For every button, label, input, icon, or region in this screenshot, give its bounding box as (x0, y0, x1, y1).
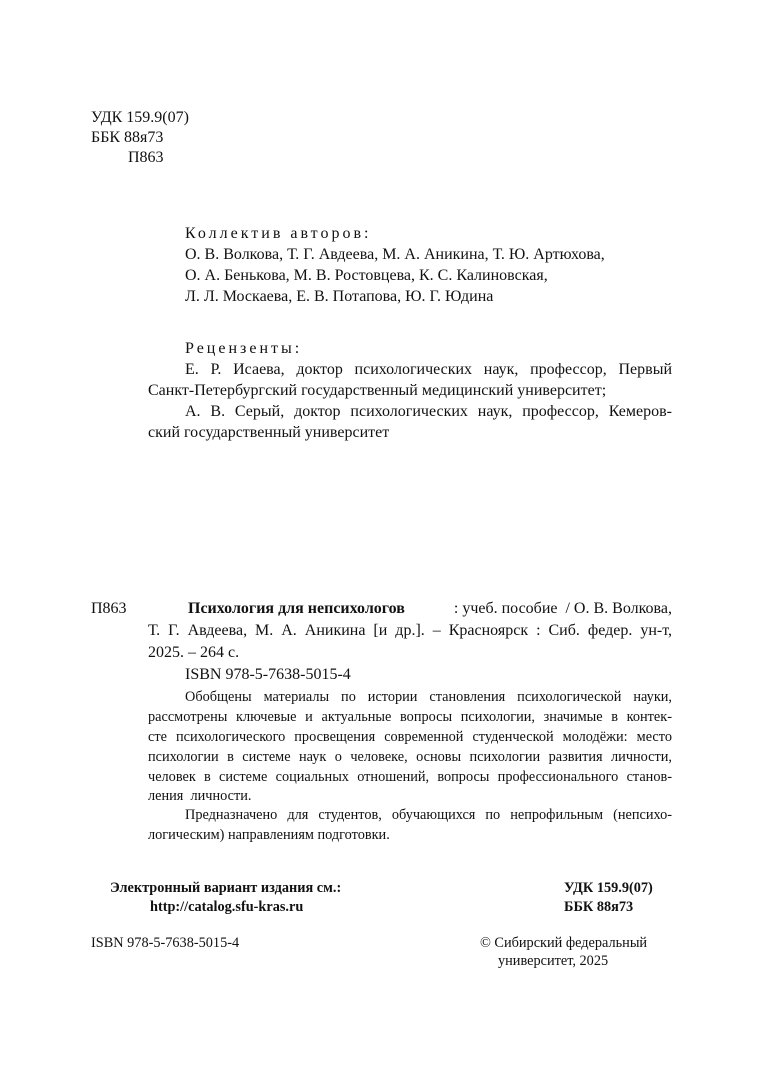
bib-isbn: ISBN 978-5-7638-5015-4 (185, 666, 351, 683)
bbk-code: ББК 88я73 (91, 129, 164, 146)
authors-line: Л. Л. Москаева, Е. В. Потапова, Ю. Г. Юдина (185, 288, 494, 305)
footer-udk: УДК 159.9(07) (564, 880, 653, 896)
footer-isbn: ISBN 978-5-7638-5015-4 (91, 935, 240, 951)
catalog-link[interactable]: http://catalog.sfu-kras.ru (150, 899, 304, 915)
electronic-version-label: Электронный вариант издания см.: (110, 880, 342, 896)
footer-bbk: ББК 88я73 (564, 899, 634, 915)
bib-line-3: 2025. – 264 с. (148, 644, 240, 661)
bib-line-1-rest: : учеб. пособие / О. В. Волкова, (449, 600, 672, 617)
author-mark: П863 (128, 149, 164, 166)
authors-line: О. А. Бенькова, М. В. Ростовцева, К. С. Калиновская, (185, 267, 548, 284)
reviewer-line: ский государственный университет (148, 424, 390, 441)
book-title: Психология для непсихологов (188, 600, 405, 617)
annotation-line: человек в системе социальных отношений, вопросы профессионального станов- (148, 769, 672, 785)
annotation-line: ления личности. (148, 788, 252, 804)
reviewers-label: Рецензенты: (185, 340, 303, 357)
bib-line-1 (188, 599, 672, 619)
authors-label: Коллектив авторов: (185, 225, 372, 242)
udk-code: УДК 159.9(07) (91, 109, 189, 126)
annotation-line: Предназначено для студентов, обучающихся по непрофильным (непсихо- (185, 807, 672, 823)
bib-code: П863 (91, 600, 127, 617)
annotation-line: сте психологического просвещения современной студенческой молодёжи: место (148, 729, 672, 745)
copyright-line: © Сибирский федеральный (480, 935, 648, 951)
reviewer-line: А. В. Серый, доктор психологических наук, профессор, Кемеров- (185, 403, 672, 420)
reviewer-line: Е. Р. Исаева, доктор психологических наук, профессор, Первый (185, 361, 672, 378)
annotation-line: психологии в системе наук о человеке, основы психологии развития личности, (148, 749, 672, 765)
annotation-line: логическим) направлениям подготовки. (148, 827, 390, 843)
annotation-line: Обобщены материалы по истории становления психологической науки, (185, 689, 672, 705)
bib-line-2: Т. Г. Авдеева, М. А. Аникина [и др.]. – Красноярск : Сиб. федер. ун-т, (148, 622, 672, 639)
annotation-line: рассмотрены ключевые и актуальные вопросы психологии, значимые в контек- (148, 709, 672, 725)
reviewer-line: Санкт-Петербургский государственный медицинский университет; (148, 382, 607, 399)
authors-line: О. В. Волкова, Т. Г. Авдеева, М. А. Аникина, Т. Ю. Артюхова, (185, 246, 605, 263)
copyright-line: университет, 2025 (498, 953, 609, 969)
